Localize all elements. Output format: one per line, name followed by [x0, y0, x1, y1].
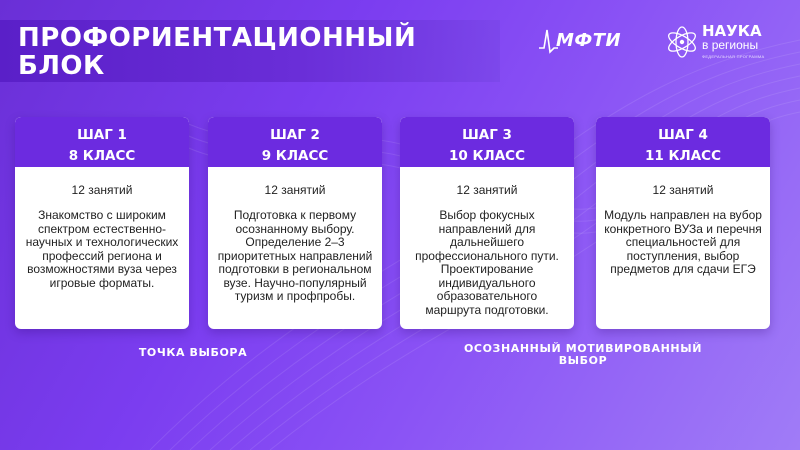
footer-label-choice-point: ТОЧКА ВЫБОРА	[138, 346, 248, 359]
step-description: Подготовка к первому осознанному выбору. Определение 2–3 приоритетных направлений подготовки в региональном вузе. Научно-популярный туризм и профпробы.	[217, 208, 373, 303]
nauka-logo-caption: ФЕДЕРАЛЬНАЯ ПРОГРАММА	[702, 54, 765, 59]
atom-icon	[664, 22, 700, 62]
step-label: ШАГ 1	[77, 127, 127, 143]
grade-label: 10 КЛАСС	[449, 148, 525, 164]
grade-label: 8 КЛАСС	[68, 148, 136, 164]
grade-label: 9 КЛАСС	[261, 148, 329, 164]
step-description: Знакомство с широким спектром естественно-научных и технологических профессий региона и возможностями вуза через игровые форматы.	[25, 208, 179, 290]
nauka-logo-title: НАУКА	[702, 22, 762, 40]
step-description: Выбор фокусных направлений для дальнейшего профессионального пути. Проектирование индивидуального образовательного маршрута подготовки.	[415, 208, 559, 317]
page-title: ПРОФОРИЕНТАЦИОННЫЙ БЛОК	[18, 23, 417, 81]
lesson-count: 12 занятий	[264, 183, 326, 197]
step-card-header	[596, 117, 770, 167]
step-card-3	[400, 117, 574, 329]
step-card-1	[15, 117, 189, 329]
mipt-logo	[538, 26, 630, 56]
step-card-4	[596, 117, 770, 329]
lesson-count: 12 занятий	[652, 183, 714, 197]
lesson-count: 12 занятий	[456, 183, 518, 197]
grade-label: 11 КЛАСС	[645, 148, 721, 164]
step-card-header	[400, 117, 574, 167]
mipt-pulse-icon	[538, 26, 558, 56]
step-label: ШАГ 3	[462, 127, 512, 143]
step-card-header	[15, 117, 189, 167]
mipt-logo-text: МФТИ	[556, 30, 622, 51]
step-card-header	[208, 117, 382, 167]
nauka-logo-subtitle: в регионы	[702, 38, 759, 52]
step-label: ШАГ 4	[658, 127, 708, 143]
lesson-count: 12 занятий	[71, 183, 133, 197]
step-label: ШАГ 2	[270, 127, 320, 143]
nauka-logo	[664, 22, 774, 68]
footer-label-motivated-choice: ОСОЗНАННЫЙ МОТИВИРОВАННЫЙ ВЫБОР	[463, 342, 703, 367]
step-card-2	[208, 117, 382, 329]
step-description: Модуль направлен на вубор конкретного ВУЗа и перечня специальностей для поступления, выбор предметов для сдачи ЕГЭ	[604, 208, 762, 276]
